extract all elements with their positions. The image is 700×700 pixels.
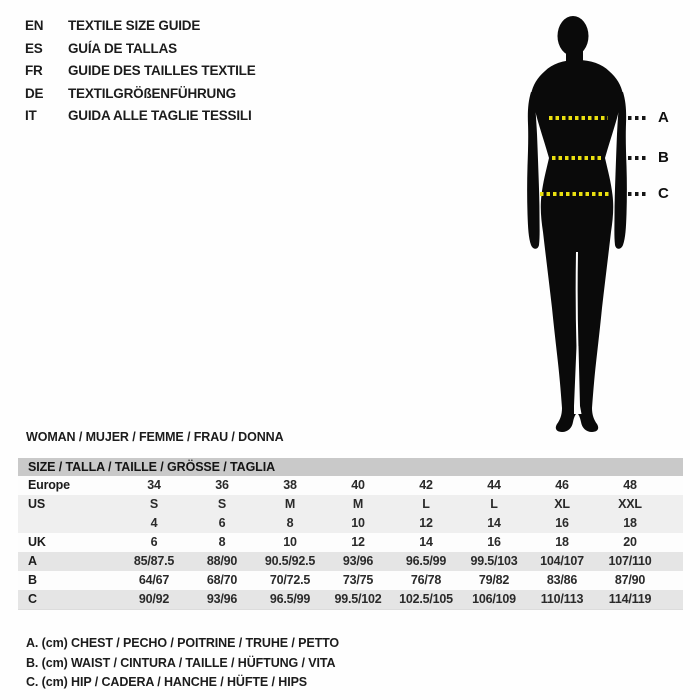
- size-cell: 104/107: [528, 552, 596, 571]
- size-cell: 85/87.5: [120, 552, 188, 571]
- size-cell: 12: [324, 533, 392, 552]
- table-row: [18, 552, 683, 571]
- spacer-cell: [664, 552, 683, 571]
- size-cell: S: [188, 495, 256, 514]
- size-cell: 90.5/92.5: [256, 552, 324, 571]
- size-cell: 110/113: [528, 590, 596, 610]
- size-cell: 14: [392, 533, 460, 552]
- size-cell: 87/90: [596, 571, 664, 590]
- language-row-de: [25, 83, 256, 106]
- size-cell: 12: [392, 514, 460, 533]
- size-cell: M: [256, 495, 324, 514]
- spacer-cell: [664, 514, 683, 533]
- size-cell: L: [460, 495, 528, 514]
- language-code: ES: [25, 40, 43, 56]
- size-table-header: [18, 458, 683, 476]
- size-cell: 73/75: [324, 571, 392, 590]
- size-cell: 99.5/102: [324, 590, 392, 610]
- size-cell: 10: [324, 514, 392, 533]
- size-cell: 102.5/105: [392, 590, 460, 610]
- size-cell: XXL: [596, 495, 664, 514]
- size-cell: XL: [528, 495, 596, 514]
- row-label: Europe: [18, 476, 120, 495]
- row-label: C: [18, 590, 120, 610]
- table-row: [18, 476, 683, 495]
- measurement-legend: [26, 634, 339, 693]
- size-cell: 79/82: [460, 571, 528, 590]
- size-cell: 40: [324, 476, 392, 495]
- yellow-dash-line-c: [540, 192, 609, 196]
- size-cell: 48: [596, 476, 664, 495]
- size-cell: 46: [528, 476, 596, 495]
- size-cell: 76/78: [392, 571, 460, 590]
- legend-line-c: C. (cm) HIP / CADERA / HANCHE / HÜFTE / HIPS: [26, 675, 308, 689]
- gender-heading: WOMAN / MUJER / FEMME / FRAU / DONNA: [26, 430, 284, 444]
- size-cell: 64/67: [120, 571, 188, 590]
- table-row: [18, 590, 683, 610]
- table-row: [18, 533, 683, 552]
- language-code: DE: [25, 85, 44, 101]
- spacer-cell: [664, 495, 683, 514]
- row-label: UK: [18, 533, 120, 552]
- language-code: EN: [25, 18, 44, 33]
- size-cell: 18: [528, 533, 596, 552]
- size-cell: 6: [188, 514, 256, 533]
- size-cell: 20: [596, 533, 664, 552]
- size-cell: 8: [256, 514, 324, 533]
- size-cell: 4: [120, 514, 188, 533]
- language-title: TEXTILGRÖßENFÜHRUNG: [68, 85, 236, 101]
- marker-label-b: B: [658, 149, 669, 166]
- size-cell: 99.5/103: [460, 552, 528, 571]
- row-label: [18, 514, 120, 533]
- size-cell: 90/92: [120, 590, 188, 610]
- size-table-header-label: SIZE / TALLA / TAILLE / GRÖSSE / TAGLIA: [18, 458, 683, 476]
- size-cell: 114/119: [596, 590, 664, 610]
- size-cell: 88/90: [188, 552, 256, 571]
- table-row: [18, 495, 683, 514]
- black-dash-line-b: [628, 156, 649, 160]
- size-cell: 10: [256, 533, 324, 552]
- language-row-fr: [25, 60, 256, 83]
- row-label: B: [18, 571, 120, 590]
- language-row-en: [25, 15, 256, 38]
- legend-line-a: A. (cm) CHEST / PECHO / POITRINE / TRUHE / PETTO: [26, 636, 340, 650]
- size-cell: 83/86: [528, 571, 596, 590]
- black-dash-line-c: [628, 192, 649, 196]
- language-title: GUIDE DES TAILLES TEXTILE: [68, 63, 256, 78]
- language-row-es: [25, 38, 256, 61]
- size-cell: 16: [460, 533, 528, 552]
- marker-label-c: C: [658, 185, 669, 202]
- row-label: US: [18, 495, 120, 514]
- size-cell: 34: [120, 476, 188, 495]
- black-dash-line-a: [628, 116, 649, 120]
- language-row-it: [25, 105, 256, 128]
- size-cell: 106/109: [460, 590, 528, 610]
- yellow-dash-line-b: [552, 156, 604, 160]
- size-cell: 16: [528, 514, 596, 533]
- table-row: [18, 514, 683, 533]
- size-cell: 70/72.5: [256, 571, 324, 590]
- size-table: [18, 458, 683, 610]
- spacer-cell: [664, 571, 683, 590]
- size-cell: 44: [460, 476, 528, 495]
- language-code: FR: [25, 63, 43, 78]
- language-code: IT: [25, 108, 37, 123]
- spacer-cell: [664, 476, 683, 495]
- size-cell: S: [120, 495, 188, 514]
- size-cell: 38: [256, 476, 324, 495]
- language-list: [25, 15, 256, 128]
- woman-silhouette-icon: [497, 14, 657, 432]
- size-cell: M: [324, 495, 392, 514]
- language-title: GUIDA ALLE TAGLIE TESSILI: [68, 108, 252, 123]
- size-cell: 93/96: [188, 590, 256, 610]
- size-cell: 18: [596, 514, 664, 533]
- size-cell: 6: [120, 533, 188, 552]
- spacer-cell: [664, 533, 683, 552]
- language-title: GUÍA DE TALLAS: [68, 40, 177, 56]
- yellow-dash-line-a: [549, 116, 608, 120]
- size-cell: 36: [188, 476, 256, 495]
- legend-line-b: B. (cm) WAIST / CINTURA / TAILLE / HÜFTUNG / VITA: [26, 655, 336, 670]
- language-title: TEXTILE SIZE GUIDE: [68, 18, 201, 33]
- size-cell: L: [392, 495, 460, 514]
- size-cell: 96.5/99: [256, 590, 324, 610]
- size-cell: 68/70: [188, 571, 256, 590]
- table-row: [18, 571, 683, 590]
- marker-label-a: A: [658, 109, 669, 126]
- woman-silhouette: [497, 14, 657, 432]
- size-cell: 93/96: [324, 552, 392, 571]
- spacer-cell: [664, 590, 683, 610]
- size-cell: 8: [188, 533, 256, 552]
- size-cell: 42: [392, 476, 460, 495]
- size-cell: 96.5/99: [392, 552, 460, 571]
- size-cell: 107/110: [596, 552, 664, 571]
- size-cell: 14: [460, 514, 528, 533]
- row-label: A: [18, 552, 120, 571]
